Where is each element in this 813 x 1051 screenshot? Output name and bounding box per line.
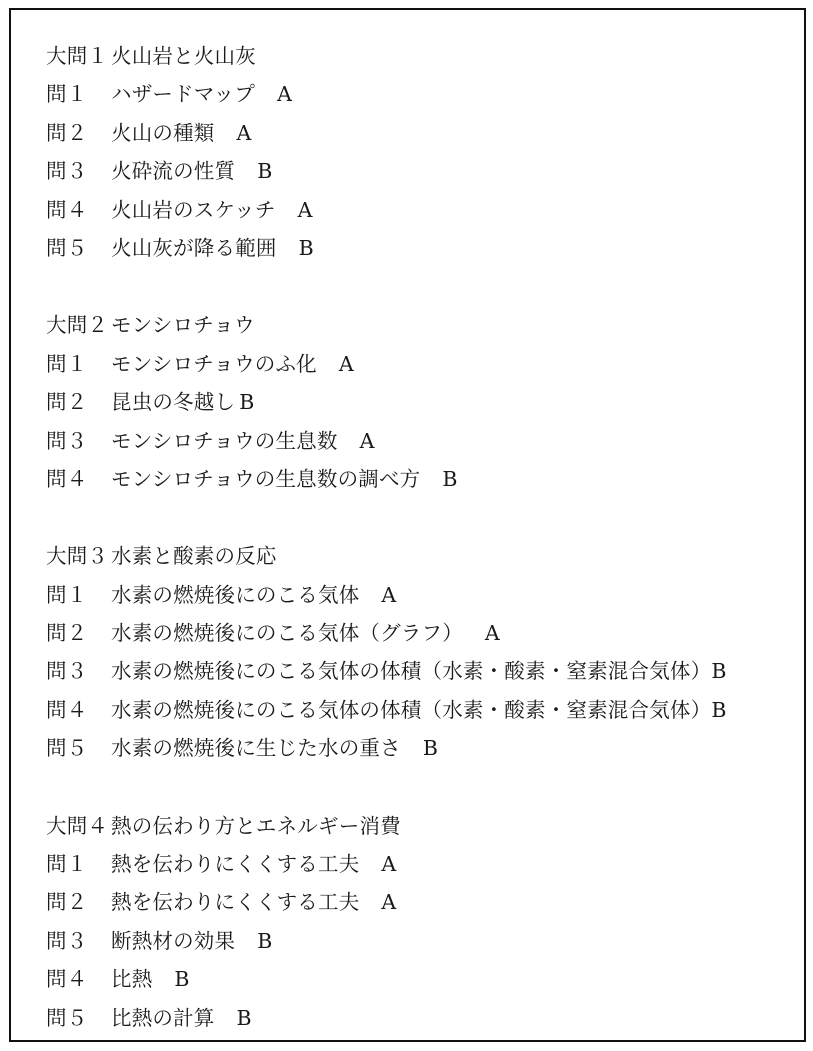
grade-badge: A	[338, 351, 354, 376]
question-label: 問２	[46, 390, 88, 415]
grade-badge: A	[484, 621, 500, 646]
question-item	[46, 156, 796, 194]
question-text: 断熱材の効果	[111, 928, 236, 953]
question-item	[46, 926, 796, 964]
grade-badge: A	[381, 582, 397, 607]
question-item	[46, 349, 796, 387]
question-text: 水素の燃焼後にのこる気体（グラフ）	[111, 621, 463, 646]
section-label: 大問２	[46, 313, 109, 338]
question-item	[46, 426, 796, 464]
question-text: 比熱	[111, 967, 153, 992]
grade-badge: A	[381, 852, 397, 877]
question-text: 水素の燃焼後にのこる気体	[111, 582, 360, 607]
section-title-text: 水素と酸素の反応	[111, 544, 277, 569]
section-label: 大問１	[46, 44, 109, 68]
question-item	[46, 618, 796, 656]
question-text: モンシロチョウのふ化	[111, 351, 317, 376]
grade-badge: B	[174, 967, 190, 992]
section-3	[46, 541, 796, 771]
question-label: 問５	[46, 1005, 88, 1030]
section-title	[46, 811, 796, 849]
section-label: 大問４	[46, 813, 109, 838]
question-label: 問４	[46, 466, 88, 491]
question-item	[46, 118, 796, 156]
question-text: 水素の燃焼後にのこる気体の体積（水素・酸素・窒素混合気体）	[111, 659, 712, 684]
question-text: 比熱の計算	[111, 1005, 215, 1030]
section-title	[46, 41, 796, 79]
question-text: 火山岩のスケッチ	[111, 197, 276, 222]
question-label: 問２	[46, 621, 88, 646]
section-2	[46, 310, 796, 502]
question-label: 問２	[46, 120, 88, 145]
document-frame	[9, 8, 806, 1042]
grade-badge: A	[277, 82, 293, 107]
question-label: 問３	[46, 428, 88, 453]
grade-badge: B	[298, 235, 314, 260]
grade-badge: B	[711, 659, 727, 684]
question-item	[46, 887, 796, 925]
question-item	[46, 387, 796, 425]
question-item	[46, 849, 796, 887]
question-label: 問４	[46, 967, 88, 992]
question-item	[46, 464, 796, 502]
section-label: 大問３	[46, 544, 109, 569]
question-label: 問４	[46, 197, 88, 222]
section-title-text: モンシロチョウ	[111, 313, 255, 338]
grade-badge: B	[257, 159, 273, 184]
question-label: 問１	[46, 852, 88, 877]
grade-badge: B	[236, 1005, 252, 1030]
question-text: 火山の種類	[111, 120, 215, 145]
grade-badge: A	[297, 197, 313, 222]
question-text: モンシロチョウの生息数	[111, 428, 338, 453]
question-item	[46, 656, 796, 694]
grade-badge: B	[257, 928, 273, 953]
question-item	[46, 580, 796, 618]
section-title	[46, 541, 796, 579]
question-item	[46, 79, 796, 117]
question-text: 火砕流の性質	[111, 159, 236, 184]
question-text: 熱を伝わりにくくする工夫	[111, 852, 360, 877]
grade-badge: A	[359, 428, 375, 453]
question-text: ハザードマップ	[111, 82, 256, 107]
grade-badge: B	[442, 466, 458, 491]
question-text: モンシロチョウの生息数の調べ方	[111, 466, 421, 491]
question-item	[46, 733, 796, 771]
question-label: 問３	[46, 159, 88, 184]
question-label: 問５	[46, 736, 88, 761]
grade-badge: B	[239, 390, 255, 415]
grade-badge: A	[236, 120, 252, 145]
question-item	[46, 695, 796, 733]
section-title-text: 火山岩と火山灰	[111, 44, 256, 68]
question-label: 問４	[46, 697, 88, 722]
question-item	[46, 1003, 796, 1041]
question-text: 水素の燃焼後にのこる気体の体積（水素・酸素・窒素混合気体）	[111, 697, 712, 722]
question-item	[46, 195, 796, 233]
question-label: 問５	[46, 235, 88, 260]
question-text: 水素の燃焼後に生じた水の重さ	[111, 736, 401, 761]
section-title	[46, 310, 796, 348]
section-1	[46, 41, 796, 271]
grade-badge: B	[422, 736, 439, 761]
question-item	[46, 964, 796, 1002]
question-label: 問１	[46, 351, 88, 376]
question-label: 問２	[46, 890, 88, 915]
question-item	[46, 233, 796, 271]
question-label: 問１	[46, 82, 88, 107]
section-4	[46, 811, 796, 1041]
question-list	[46, 41, 796, 1041]
section-title-text: 熱の伝わり方とエネルギー消費	[111, 813, 401, 838]
question-label: 問３	[46, 659, 88, 684]
question-label: 問１	[46, 582, 88, 607]
question-text: 熱を伝わりにくくする工夫	[111, 890, 360, 915]
grade-badge: B	[711, 697, 727, 722]
grade-badge: A	[381, 890, 397, 915]
question-text: 火山灰が降る範囲	[111, 235, 277, 260]
question-text: 昆虫の冬越し	[111, 390, 236, 415]
question-label: 問３	[46, 928, 88, 953]
